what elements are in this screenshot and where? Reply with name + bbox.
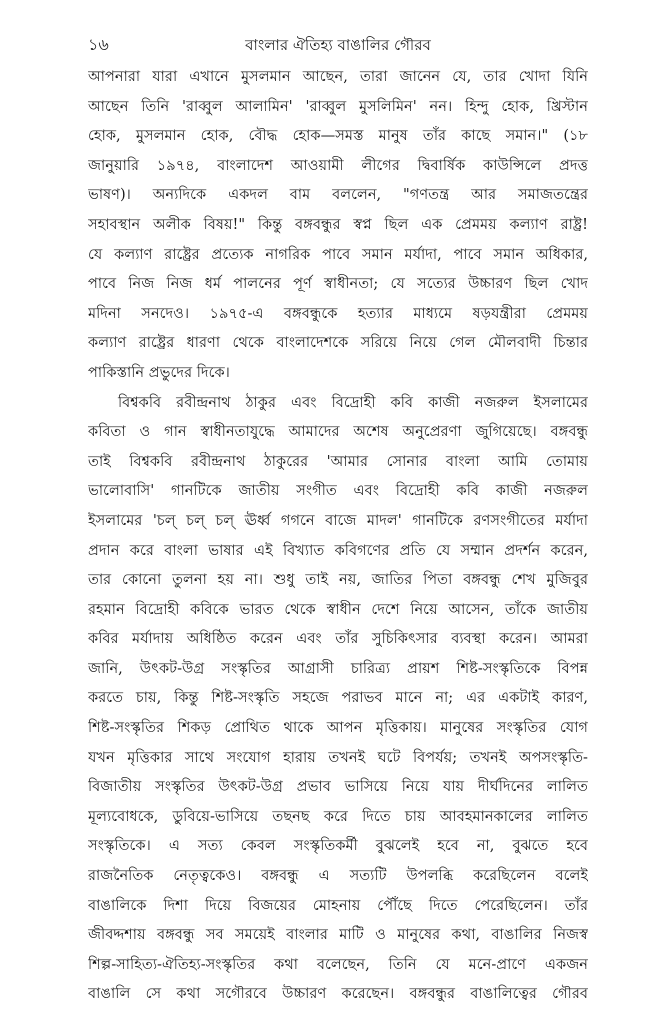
text-line: যে কল্যাণ রাষ্ট্রের প্রত্যেক নাগরিক পাবে সমান মর্যাদা, পাবে সমান অধিকার, <box>88 245 588 263</box>
text-line: সহাবস্থান অলীক বিষয়!" কিন্তু বঙ্গবন্ধুর স্বপ্ন ছিল এক প্রেমময় কল্যাণ রাষ্ট্র! <box>88 215 588 233</box>
text-line: হোক, মুসলমান হোক, বৌদ্ধ হোক—সমস্ত মানুষ তাঁর কাছে সমান।" (১৮ <box>88 127 588 145</box>
text-line: প্রদান করে বাংলা ভাষার এই বিখ্যাত কবিগণের প্রতি যে সম্মান প্রদর্শন করেন, <box>88 541 588 559</box>
text-line: রহমান বিদ্রোহী কবিকে ভারত থেকে স্বাধীন দেশে নিয়ে আসেন, তাঁকে জাতীয় <box>88 600 588 618</box>
text-line: জীবদ্দশায় বঙ্গবন্ধু সব সময়েই বাংলার মাটি ও মানুষের কথা, বাঙালির নিজস্ব <box>88 926 588 944</box>
text-line: পাবে নিজ নিজ ধর্ম পালনের পূর্ণ স্বাধীনতা; যে সত্যের উচ্চারণ ছিল খোদ <box>88 275 588 293</box>
text-line: পাকিস্তানি প্রভুদের দিকে। <box>88 363 230 381</box>
text-line: জানি, উৎকট-উগ্র সংস্কৃতির আগ্রাসী চারিত্র্য প্রায়শ শিষ্ট-সংস্কৃতিকে বিপন্ন <box>88 659 588 677</box>
text-line: শিষ্ট-সংস্কৃতির শিকড় প্রোথিত থাকে আপন মৃত্তিকায়। মানুষের সংস্কৃতির যোগ <box>88 719 588 737</box>
text-line: আছেন তিনি 'রাব্বুল আলামিন' 'রাব্বুল মুসলিমিন' নন। হিন্দু হোক, খ্রিস্টান <box>88 97 588 115</box>
page-number: ১৬ <box>88 35 109 54</box>
text-line: করতে চায়, কিন্তু শিষ্ট-সংস্কৃতি সহজে পরাভব মানে না; এর একটাই কারণ, <box>88 689 588 707</box>
text-line: মদিনা সনদেও। ১৯৭৫-এ বঙ্গবন্ধুকে হত্যার মাধ্যমে ষড়যন্ত্রীরা প্রেমময় <box>88 304 588 322</box>
text-line: ইসলামের 'চল্ চল্ চল্ ঊর্ধ্ব গগনে বাজে মাদল' গানটিকে রণসংগীতের মর্যাদা <box>88 511 588 529</box>
text-line: আপনারা যারা এখানে মুসলমান আছেন, তারা জানেন যে, তার খোদা যিনি <box>88 68 588 85</box>
body-text <box>88 62 588 1009</box>
page-header <box>88 34 588 56</box>
paragraph-1 <box>88 62 588 388</box>
text-line: কবিতা ও গান স্বাধীনতাযুদ্ধে আমাদের অশেষ অনুপ্রেরণা জুগিয়েছে। বঙ্গবন্ধু <box>88 423 588 441</box>
text-line: মূল্যবোধকে, ডুবিয়ে-ভাসিয়ে তছনছ করে দিতে চায় আবহমানকালের লালিত <box>88 807 588 825</box>
text-line: জানুয়ারি ১৯৭৪, বাংলাদেশ আওয়ামী লীগের দ্বিবার্ষিক কাউন্সিলে প্রদত্ত <box>88 156 588 174</box>
text-line: বাঙালি সে কথা সগৌরবে উচ্চারণ করেছেন। বঙ্গবন্ধুর বাঙালিত্বের গৌরব <box>88 985 588 1003</box>
text-line: বাঙালিকে দিশা দিয়ে বিজয়ের মোহনায় পৌঁছে দিতে পেরেছিলেন। তাঁর <box>88 896 588 914</box>
text-line: রাজনৈতিক নেতৃত্বকেও। বঙ্গবন্ধু এ সত্যটি উপলব্ধি করেছিলেন বলেই <box>88 867 588 885</box>
running-title: বাংলার ঐতিহ্য বাঙালির গৌরব <box>245 36 431 54</box>
text-line: বিশ্বকবি রবীন্দ্রনাথ ঠাকুর এবং বিদ্রোহী কবি কাজী নজরুল ইসলামের <box>118 393 588 411</box>
text-line: যখন মৃত্তিকার সাথে সংযোগ হারায় তখনই ঘটে বিপর্যয়; তখনই অপসংস্কৃতি- <box>88 748 588 766</box>
text-line: সংস্কৃতিকে। এ সত্য কেবল সংস্কৃতিকর্মী বুঝলেই হবে না, বুঝতে হবে <box>88 837 588 855</box>
text-line: ভালোবাসি' গানটিকে জাতীয় সংগীত এবং বিদ্রোহী কবি কাজী নজরুল <box>88 482 588 500</box>
text-line: ভাষণ)। অন্যদিকে একদল বাম বললেন, "গণতন্ত্র আর সমাজতন্ত্রের <box>88 186 588 204</box>
text-line: কল্যাণ রাষ্ট্রের ধারণা থেকে বাংলাদেশকে সরিয়ে নিয়ে গেল মৌলবাদী চিন্তার <box>88 334 588 352</box>
text-line: বিজাতীয় সংস্কৃতির উৎকট-উগ্র প্রভাব ভাসিয়ে নিয়ে যায় দীর্ঘদিনের লালিত <box>88 778 588 796</box>
text-line: শিল্প-সাহিত্য-ঐতিহ্য-সংস্কৃতির কথা বলেছেন, তিনি যে মনে-প্রাণে একজন <box>88 955 588 973</box>
paragraph-2 <box>88 388 588 1009</box>
text-line: কবির মর্যাদায় অধিষ্ঠিত করেন এবং তাঁর সুচিকিৎসার ব্যবস্থা করেন। আমরা <box>88 630 588 648</box>
text-line: তাই বিশ্বকবি রবীন্দ্রনাথ ঠাকুরের 'আমার সোনার বাংলা আমি তোমায় <box>88 452 588 470</box>
text-line: তার কোনো তুলনা হয় না। শুধু তাই নয়, জাতির পিতা বঙ্গবন্ধু শেখ মুজিবুর <box>88 571 588 589</box>
